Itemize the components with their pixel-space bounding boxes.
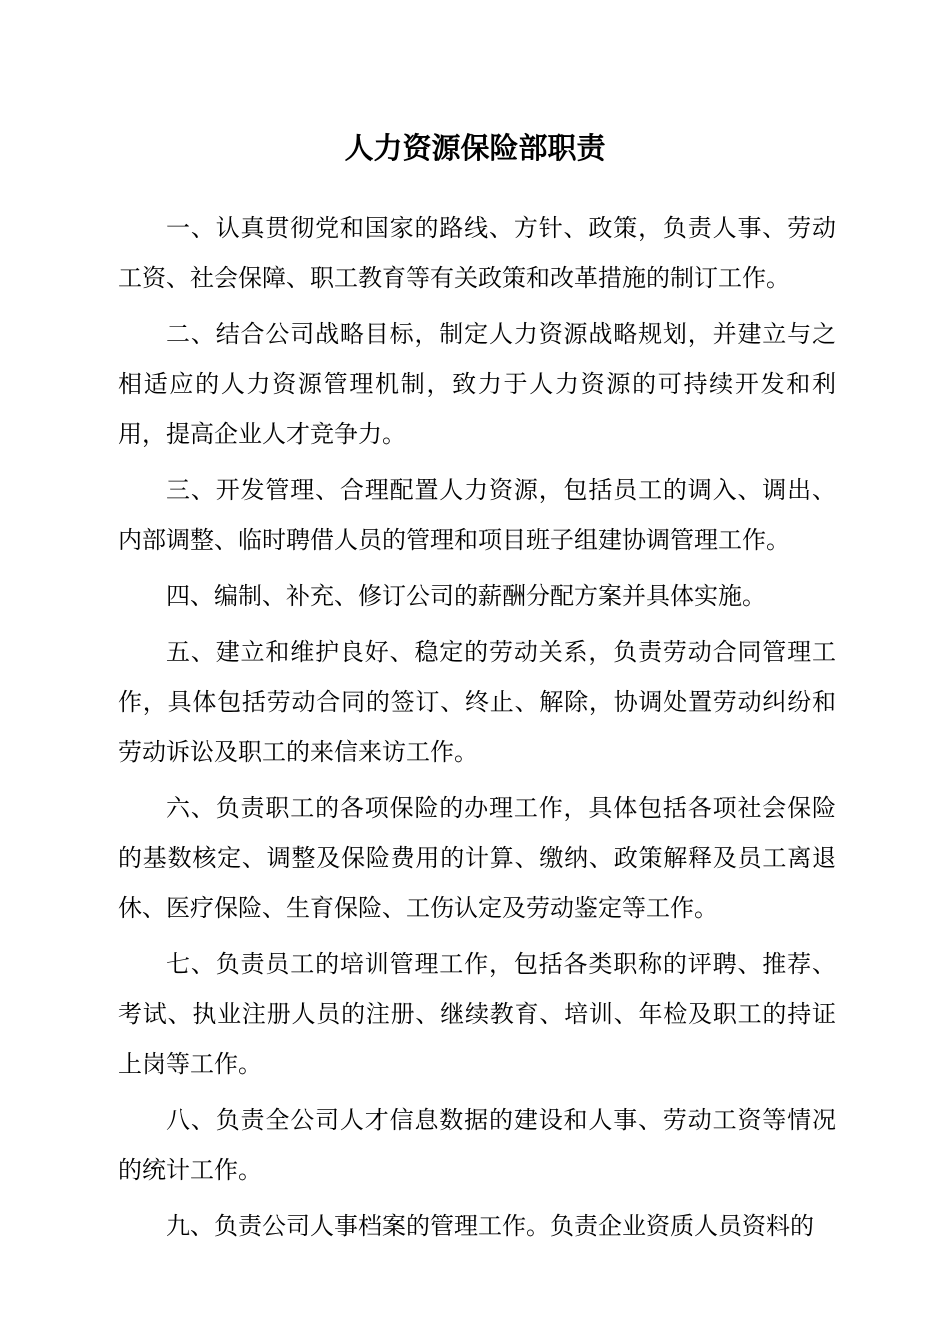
paragraph-2: 二、结合公司战略目标，制定人力资源战略规划，并建立与之相适应的人力资源管理机制，致力于人力资源的可持续开发和利用，提高企业人才竞争力。 (118, 320, 836, 448)
paragraph-8: 八、负责全公司人才信息数据的建设和人事、劳动工资等情况的统计工作。 (118, 1106, 836, 1184)
paragraph-5: 五、建立和维护良好、稳定的劳动关系，负责劳动合同管理工作，具体包括劳动合同的签订、终止、解除，协调处置劳动纠纷和劳动诉讼及职工的来信来访工作。 (118, 638, 836, 766)
paragraph-6: 六、负责职工的各项保险的办理工作，具体包括各项社会保险的基数核定、调整及保险费用的计算、缴纳、政策解释及员工离退休、医疗保险、生育保险、工伤认定及劳动鉴定等工作。 (118, 794, 836, 922)
document-body (118, 203, 836, 1257)
paragraph-9: 九、负责公司人事档案的管理工作。负责企业资质人员资料的 (166, 1212, 814, 1240)
paragraph-7: 七、负责员工的培训管理工作，包括各类职称的评聘、推荐、考试、执业注册人员的注册、继续教育、培训、年检及职工的持证上岗等工作。 (118, 950, 836, 1078)
document-title: 人力资源保险部职责 (344, 131, 606, 165)
paragraph-3: 三、开发管理、合理配置人力资源，包括员工的调入、调出、内部调整、临时聘借人员的管理和项目班子组建协调管理工作。 (118, 476, 836, 554)
paragraph-1: 一、认真贯彻党和国家的路线、方针、政策，负责人事、劳动工资、社会保障、职工教育等有关政策和改革措施的制订工作。 (118, 214, 836, 292)
paragraph-4: 四、编制、补充、修订公司的薪酬分配方案并具体实施。 (166, 582, 766, 610)
